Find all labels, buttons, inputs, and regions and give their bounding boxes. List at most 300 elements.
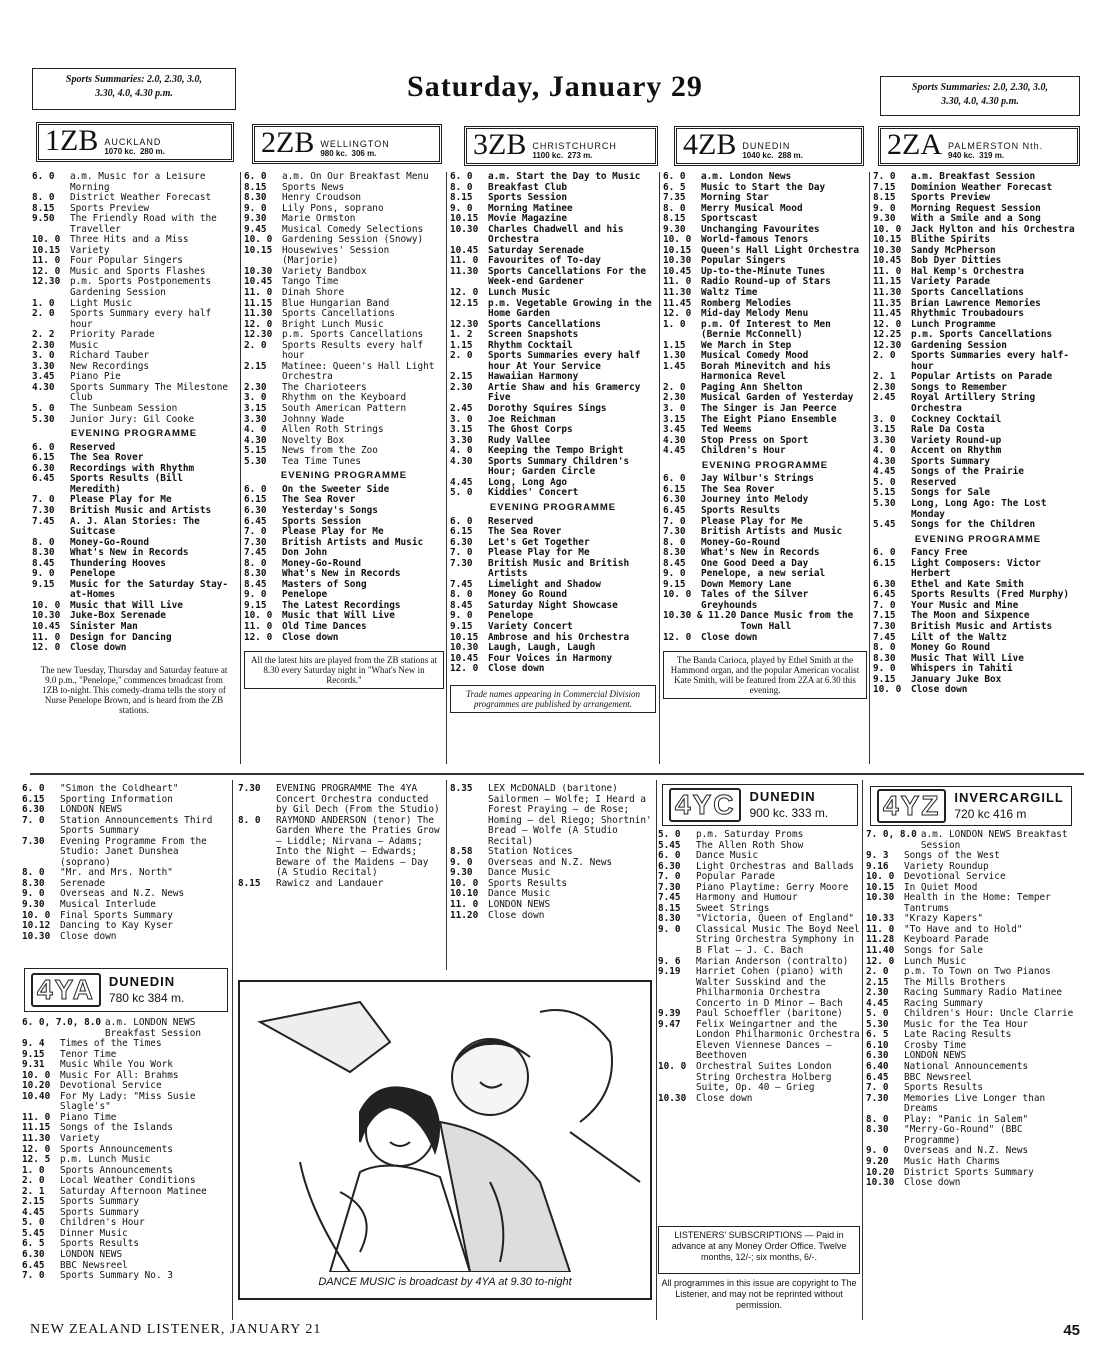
programme-title: a.m. Breakfast Session (911, 172, 1036, 182)
programme-time: 7.15 (873, 610, 896, 622)
programme-time: 11.20 (450, 909, 479, 921)
programme-title: Morning Request Session (911, 202, 1041, 214)
programme-time: 8.15 (238, 877, 261, 889)
programme-title: Children's Hour: Uncle Clarrie (904, 1008, 1074, 1020)
programme-title: Sports Cancellations For the Week-end Gardener (488, 265, 647, 288)
programme-item (663, 633, 867, 644)
programme-item (22, 784, 228, 795)
programme-time: 6. 5 (22, 1238, 45, 1250)
programme-title: Yesterday's Songs (282, 504, 378, 516)
programme-time: 8.30 (32, 547, 55, 559)
programme-time: 7.30 (244, 536, 267, 548)
programme-time: 10.30 & 11.20 (663, 610, 737, 622)
programme-time: 9. 0 (450, 610, 473, 622)
programme-title: Sportscast (701, 213, 758, 225)
programme-time: 6.40 (866, 1061, 889, 1073)
programme-time: 10.15 (244, 244, 273, 256)
wavelength: 319 m. (979, 151, 1005, 160)
programme-item (32, 404, 236, 415)
programme-time: 9. 6 (658, 955, 681, 967)
programme-item (663, 204, 867, 215)
programme-item (866, 1125, 1078, 1146)
programme-item (450, 654, 656, 665)
programme-title: The Sea Rover (488, 526, 562, 538)
programme-time: 4.30 (32, 381, 55, 393)
programme-title: Junior Jury: Gil Cooke (70, 413, 195, 425)
evening-programme-heading: EVENING PROGRAMME (701, 459, 829, 471)
programme-time: 8. 0 (450, 181, 473, 193)
programme-title: Late Racing Results (904, 1029, 1012, 1041)
programme-title: Radio Round-up of Stars (701, 276, 831, 288)
programme-title: A. J. Alan Stories: The Suitcase (70, 515, 200, 538)
programme-time: 9. 0 (244, 202, 267, 214)
programme-time: 12. 0 (866, 955, 895, 967)
programme-title: p.m. Saturday Proms (696, 830, 804, 840)
programme-title: Reserved (70, 441, 116, 453)
programme-title: "Victoria, Queen of England" (696, 913, 855, 925)
programme-title: Sports Results (60, 1238, 140, 1250)
programme-time: 8. 0 (22, 867, 45, 879)
daytime-list (450, 172, 656, 499)
programme-time: 11.28 (866, 934, 895, 946)
programme-time: 12. 0 (663, 308, 692, 320)
frequency: 940 kc. (948, 151, 975, 160)
programme-title: Songs of the West (904, 850, 1000, 862)
programme-title: Children's Hour (60, 1217, 145, 1229)
programme-title: Variety (70, 244, 110, 256)
programme-time: 11. 0 (866, 923, 895, 935)
programme-time: 1. 0 (32, 297, 55, 309)
programme-time: 11. 0 (22, 1111, 51, 1123)
schedule-1zb (32, 172, 236, 768)
programme-title: Please Play for Me (701, 515, 803, 527)
programme-time: 6. 0 (658, 850, 681, 862)
programme-title: Light Composers: Victor Herbert (911, 557, 1041, 580)
programme-title: Music for the Tea Hour (904, 1018, 1029, 1030)
programme-title: Music That Will Live (911, 652, 1024, 664)
programme-title: The Mills Brothers (904, 976, 1006, 988)
schedule-4ya-evening (238, 784, 442, 970)
list (22, 784, 228, 942)
programme-title: Sports Summary (911, 455, 991, 467)
programme-time: 6.15 (244, 494, 267, 506)
programme-title: Bob Dyer Ditties (911, 255, 1002, 267)
programme-time: 9.15 (22, 1048, 45, 1060)
programme-title: Close down (911, 684, 968, 696)
programme-time: 3. 0 (873, 413, 896, 425)
programme-time: 8.58 (450, 846, 473, 858)
programme-item (32, 330, 236, 341)
programme-title: Money-Go-Round (701, 536, 781, 548)
programme-item (32, 383, 236, 404)
programme-title: LONDON NEWS (60, 804, 123, 816)
programme-time: 11.30 (873, 287, 902, 299)
programme-time: 9.15 (450, 620, 473, 632)
programme-time: 6. 5 (663, 181, 686, 193)
programme-title: Stop Press on Sport (701, 434, 809, 446)
programme-title: Screen Snapshots (488, 329, 579, 341)
programme-time: 12.15 (450, 297, 479, 309)
programme-item (866, 893, 1078, 914)
programme-item (32, 172, 236, 193)
programme-title: Rawicz and Landauer (276, 877, 384, 889)
programme-item (658, 1062, 860, 1094)
programme-title: Station Announcements Third Sports Summary (60, 814, 213, 837)
programme-time: 2.15 (22, 1196, 45, 1208)
programme-title: Harmony and Humour (696, 892, 798, 904)
programme-title: Sports Cancellations (282, 308, 395, 320)
city: DUNEDIN (749, 788, 816, 804)
programme-title: British Artists and Music (282, 536, 424, 548)
programme-time: 3.45 (663, 424, 686, 436)
programme-title: Novelty Box (282, 434, 345, 446)
page-title: Saturday, January 29 (407, 70, 703, 103)
call-sign-logo: 4YC (669, 788, 741, 822)
programme-time: 11.45 (663, 297, 692, 309)
programme-title: Variety Round-up (911, 434, 1002, 446)
programme-time: 11.30 (663, 287, 692, 299)
programme-time: 11.30 (22, 1133, 51, 1145)
programme-title: The Latest Recordings (282, 599, 401, 611)
programme-item (244, 425, 444, 436)
programme-time: 2.30 (873, 381, 896, 393)
programme-time: 12. 0 (450, 287, 479, 299)
programme-item (873, 559, 1083, 580)
programme-title: Blue Hungarian Band (282, 297, 390, 309)
city: DUNEDIN (742, 141, 791, 151)
programme-time: 9. 0 (450, 856, 473, 868)
programme-title: p.m. Sports Cancellations (911, 329, 1053, 341)
programme-time: 10.30 (873, 244, 902, 256)
programme-time: 6. 0 (244, 172, 267, 182)
programme-item (663, 611, 867, 632)
programme-title: Hal Kemp's Orchestra (911, 265, 1024, 277)
programme-title: Close down (696, 1092, 753, 1104)
programme-time: 8.45 (32, 557, 55, 569)
programme-time: 3.30 (873, 434, 896, 446)
programme-item (450, 299, 656, 320)
programme-title: Overseas and N.Z. News (488, 856, 613, 868)
programme-title: Morning Matinee (488, 202, 573, 214)
programme-item (244, 288, 444, 299)
column-divider (240, 172, 241, 764)
programme-time: 5.15 (244, 445, 267, 457)
programme-item (32, 415, 236, 426)
programme-item (22, 795, 228, 806)
programme-time: 11. 0 (244, 287, 273, 299)
programme-time: 10.40 (22, 1090, 51, 1102)
call-sign: 2ZA (887, 128, 942, 161)
programme-title: Money Go Round (488, 589, 568, 601)
programme-item (873, 675, 1083, 686)
programme-title: Keeping the Tempo Bright (488, 445, 624, 457)
programme-time: 10. 0 (866, 871, 895, 883)
programme-time: 7. 0 (450, 547, 473, 559)
programme-item (450, 288, 656, 299)
programme-title: Gardening Session (Snowy) (282, 234, 424, 246)
programme-time: 9.15 (663, 578, 686, 590)
daytime-list (663, 172, 867, 457)
programme-time: 9.45 (244, 223, 267, 235)
programme-item (244, 538, 444, 549)
programme-item (450, 351, 656, 372)
programme-item (663, 446, 867, 457)
programme-item (238, 784, 442, 816)
programme-item (873, 622, 1083, 633)
programme-item (663, 590, 867, 611)
programme-title: Variety Concert (488, 620, 573, 632)
programme-title: Bright Lunch Music (282, 318, 384, 330)
programme-time: 4.45 (866, 997, 889, 1009)
programme-title: Light Music (70, 297, 133, 309)
programme-item (658, 1020, 860, 1062)
daytime-list (873, 172, 1083, 531)
programme-title: Rhythm on the Keyboard (282, 392, 407, 404)
programme-time: 9. 0 (873, 663, 896, 675)
programme-title: On the Sweeter Side (282, 483, 390, 495)
evening-list (873, 548, 1083, 696)
programme-time: 10.30 (244, 265, 273, 277)
programme-title: Dinah Shore (282, 287, 345, 299)
programme-item (450, 601, 656, 612)
programme-item (873, 393, 1083, 414)
programme-title: Lunch Programme (911, 318, 996, 330)
programme-title: Merry Musical Mood (701, 202, 803, 214)
programme-time: 10.15 (450, 213, 479, 225)
programme-title: Music that Will Live (282, 610, 395, 622)
programme-item (450, 900, 656, 911)
programme-time: 10.30 (663, 255, 692, 267)
programme-title: The Ghost Corps (488, 424, 573, 436)
list (450, 784, 656, 921)
programme-title: LONDON NEWS (60, 1249, 123, 1261)
programme-time: 9. 0 (658, 923, 681, 935)
programme-title: Sporting Information (60, 793, 173, 805)
schedule-4ya-late (450, 784, 656, 970)
programme-item (32, 474, 236, 495)
programme-time: 10. 0 (22, 1069, 51, 1081)
schedule-3zb (450, 172, 656, 768)
programme-item (244, 457, 444, 468)
programme-item (866, 830, 1078, 851)
programme-time: 9. 3 (866, 850, 889, 862)
programme-item (873, 467, 1083, 478)
programme-title: "To Have and to Hold" (904, 923, 1023, 935)
programme-title: Sports Session (488, 192, 568, 204)
programme-title: Dance Music from the Town Hall (740, 610, 854, 632)
programme-title: Brian Lawrence Memories (911, 297, 1041, 309)
programme-title: a.m. On Our Breakfast Menu (282, 172, 429, 182)
evening-programme-heading: EVENING PROGRAMME (280, 470, 408, 482)
programme-time: 11.35 (873, 297, 902, 309)
programme-title: Ethel and Kate Smith (911, 578, 1024, 590)
programme-item (244, 341, 444, 362)
programme-time: 6.45 (32, 473, 55, 485)
programme-title: a.m. Start the Day to Music (488, 172, 641, 182)
schedule-2za (873, 172, 1083, 768)
programme-title: Songs to Remember (911, 381, 1007, 393)
programme-title: Rhythmic Troubadours (911, 308, 1024, 320)
programme-time: 9.15 (244, 599, 267, 611)
programme-time: 3.15 (663, 413, 686, 425)
programme-time: 12. 0 (32, 642, 61, 654)
frequency: 1040 kc. (742, 151, 774, 160)
programme-item (450, 383, 656, 404)
programme-title: The Eight Piano Ensemble (701, 413, 837, 425)
programme-time: 10.45 (32, 620, 61, 632)
programme-item (873, 685, 1083, 696)
programme-time: 2. 1 (22, 1185, 45, 1197)
programme-title: Penelope (488, 610, 534, 622)
programme-time: 7. 0, 8.0 (866, 830, 917, 840)
programme-title: Rhythm Cocktail (488, 339, 573, 351)
programme-time: 6.45 (873, 589, 896, 601)
programme-time: 10.20 (22, 1080, 51, 1092)
programme-title: p.m. Vegetable Growing in the Home Garden (488, 297, 652, 320)
programme-title: British Music and Artists (70, 504, 212, 516)
programme-title: Rudy Vallee (488, 434, 551, 446)
programme-title: Morning Star (701, 192, 769, 204)
programme-title: Sports Summary No. 3 (60, 1270, 173, 1282)
note-penelope: The new Tuesday, Thursday and Saturday feature at 9.0 p.m., "Penelope," commences broadcast from 1ZB to-night. This comedy-drama tells the story of Nurse Penelope Brown, and is heard from the ZB stations. (40, 664, 228, 715)
programme-title: Musical Garden of Yesterday (701, 392, 854, 404)
programme-time: 6.30 (22, 804, 45, 816)
programme-item (22, 932, 228, 943)
schedule-4ya-evening-part (22, 784, 228, 956)
programme-title: Dance Music (488, 867, 551, 879)
city: WELLINGTON (320, 139, 390, 149)
programme-title: Limelight and Shadow (488, 578, 601, 590)
programme-title: Penelope (282, 589, 328, 601)
programme-time: 10. 0 (32, 234, 61, 246)
programme-time: 8.15 (450, 192, 473, 204)
illustration-caption: DANCE MUSIC is broadcast by 4YA at 9.30 to-night (318, 1276, 572, 1288)
programme-item (866, 1157, 1078, 1168)
programme-item (22, 1271, 228, 1282)
wavelength: 273 m. (567, 151, 593, 160)
programme-title: Rale Da Costa (911, 424, 985, 436)
programme-title: Priority Parade (70, 329, 155, 341)
programme-title: Sports Announcements (60, 1164, 173, 1176)
programme-title: p.m. Sports Cancellations (282, 329, 424, 341)
programme-title: Variety Bandbox (282, 265, 367, 277)
programme-time: 6. 0 (450, 172, 473, 182)
programme-title: Tales of the Silver Greyhounds (701, 589, 809, 611)
programme-time: 11.15 (244, 297, 273, 309)
programme-time: 2. 0 (32, 308, 55, 320)
programme-item (450, 457, 656, 478)
programme-time: 11.30 (450, 265, 479, 277)
programme-title: a.m. LONDON NEWS Breakfast Session (920, 830, 1068, 851)
programme-time: 9.30 (244, 213, 267, 225)
programme-time: 10.45 (244, 276, 273, 288)
programme-time: 9.15 (32, 578, 55, 590)
programme-title: Harriet Cohen (piano) with Walter Susskind and the Philharmonia Orchestra Concerto in D Minor — Bach (696, 966, 843, 1009)
programme-time: 9. 0 (450, 202, 473, 214)
list (658, 830, 860, 1104)
programme-item (866, 946, 1078, 957)
programme-time: 10.30 (22, 930, 51, 942)
programme-item (450, 527, 656, 538)
programme-title: Breakfast Club (488, 181, 568, 193)
station-badge-4yc (662, 784, 858, 826)
programme-item (658, 1094, 860, 1105)
programme-title: Unchanging Favourites (701, 223, 820, 235)
programme-item (663, 320, 867, 341)
programme-title: p.m. To Town on Two Pianos (904, 966, 1051, 978)
programme-time: 10.30 (658, 1092, 687, 1104)
programme-item (32, 506, 236, 517)
sports-line-2: 3.30, 4.0, 4.30 p.m. (941, 96, 1019, 107)
programme-time: 10.45 (873, 255, 902, 267)
programme-time: 1. 2 (450, 329, 473, 341)
programme-title: Musical Comedy Selections (282, 223, 424, 235)
programme-title: Dorothy Squires Sings (488, 403, 607, 415)
list (22, 1018, 228, 1282)
column-divider (446, 780, 447, 970)
programme-time: 6. 0 (244, 483, 267, 495)
programme-title: The Charioteers (282, 381, 367, 393)
programme-title: Please Play for Me (70, 494, 172, 506)
programme-item (866, 1062, 1078, 1073)
programme-time: 7.30 (866, 1092, 889, 1104)
programme-time: 12. 5 (22, 1154, 51, 1166)
programme-title: Crosby Time (904, 1039, 967, 1051)
programme-time: 9. 0 (663, 568, 686, 580)
programme-title: Richard Tauber (70, 350, 150, 362)
programme-time: 4.30 (873, 455, 896, 467)
programme-time: 3.15 (244, 403, 267, 415)
programme-time: 10. 0 (32, 599, 61, 611)
programme-title: Evening Programme From the Studio: Janet Dunshea (soprano) (60, 835, 207, 868)
programme-title: Favourites of To-day (488, 255, 601, 267)
programme-item (244, 404, 444, 415)
programme-title: Reserved (488, 515, 534, 527)
programme-item (866, 1030, 1078, 1041)
programme-title: Movie Magazine (488, 213, 568, 225)
programme-title: Close down (488, 663, 545, 675)
programme-time: 7.15 (873, 181, 896, 193)
programme-time: 11. 0 (450, 255, 479, 267)
programme-item (450, 172, 656, 183)
programme-time: 6. 0 (873, 547, 896, 559)
programme-title: Sports Summaries every half hour At Your Service (488, 350, 641, 372)
programme-title: Overseas and N.Z. News (904, 1145, 1029, 1157)
programme-time: 10. 0 (873, 223, 902, 235)
programme-time: 7.30 (450, 557, 473, 569)
programme-title: Don John (282, 547, 328, 559)
station-banner-1zb (36, 122, 234, 162)
programme-time: 5. 0 (450, 487, 473, 499)
programme-time: 7. 0 (658, 871, 681, 883)
city: CHRISTCHURCH (532, 141, 617, 151)
programme-time: 9.30 (663, 223, 686, 235)
programme-time: 6.30 (450, 536, 473, 548)
programme-time: 2.45 (873, 392, 896, 404)
programme-time: 6.30 (658, 860, 681, 872)
programme-title: Sports Summary (60, 1196, 140, 1208)
programme-title: Sports Summary Children's Hour; Garden Circle (488, 455, 630, 478)
programme-time: 6. 0 (32, 172, 55, 182)
programme-title: Money-Go-Round (70, 536, 150, 548)
programme-title: British Music and British Artists (488, 557, 630, 580)
wavelength: 280 m. (139, 147, 165, 156)
programme-item (663, 404, 867, 415)
programme-title: Let's Get Together (488, 536, 590, 548)
programme-title: News from the Zoo (282, 445, 378, 457)
programme-time: 10.30 (450, 642, 479, 654)
programme-title: p.m. Of Interest to Men (Bernie McConnell) (701, 318, 831, 341)
